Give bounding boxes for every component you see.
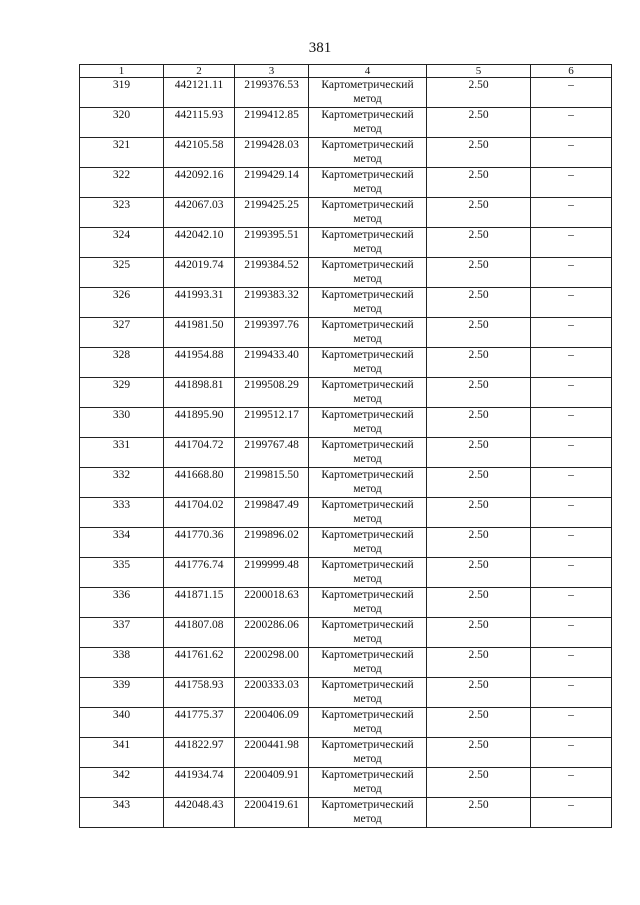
accuracy-cell: 2.50	[427, 648, 531, 678]
y-coordinate-cell: 2199397.76	[235, 318, 309, 348]
accuracy-cell: 2.50	[427, 618, 531, 648]
accuracy-cell: 2.50	[427, 258, 531, 288]
description-cell: –	[531, 168, 612, 198]
method-line-2: метод	[353, 693, 382, 705]
table-row	[80, 708, 612, 738]
point-number-cell: 332	[80, 468, 164, 498]
x-coordinate-cell: 441807.08	[164, 618, 235, 648]
table-row	[80, 168, 612, 198]
description-cell: –	[531, 138, 612, 168]
column-header: 4	[309, 65, 427, 78]
method-line-2: метод	[353, 663, 382, 675]
method-cell	[309, 408, 427, 438]
x-coordinate-cell: 441871.15	[164, 588, 235, 618]
y-coordinate-cell: 2200406.09	[235, 708, 309, 738]
y-coordinate-cell: 2200333.03	[235, 678, 309, 708]
point-number-cell: 339	[80, 678, 164, 708]
method-line-1: Картометрический	[321, 649, 414, 661]
method-line-1: Картометрический	[321, 259, 414, 271]
method-cell	[309, 528, 427, 558]
accuracy-cell: 2.50	[427, 558, 531, 588]
method-line-1: Картометрический	[321, 769, 414, 781]
method-line-1: Картометрический	[321, 139, 414, 151]
accuracy-cell: 2.50	[427, 768, 531, 798]
method-line-1: Картометрический	[321, 289, 414, 301]
y-coordinate-cell: 2199433.40	[235, 348, 309, 378]
method-line-2: метод	[353, 573, 382, 585]
point-number-cell: 327	[80, 318, 164, 348]
x-coordinate-cell: 441704.02	[164, 498, 235, 528]
point-number-cell: 331	[80, 438, 164, 468]
method-cell	[309, 648, 427, 678]
x-coordinate-cell: 441758.93	[164, 678, 235, 708]
point-number-cell: 326	[80, 288, 164, 318]
description-cell: –	[531, 378, 612, 408]
point-number-cell: 341	[80, 738, 164, 768]
point-number-cell: 330	[80, 408, 164, 438]
method-cell	[309, 198, 427, 228]
accuracy-cell: 2.50	[427, 78, 531, 108]
method-line-2: метод	[353, 453, 382, 465]
column-header: 1	[80, 65, 164, 78]
table-row	[80, 138, 612, 168]
method-line-2: метод	[353, 753, 382, 765]
table-row	[80, 558, 612, 588]
point-number-cell: 321	[80, 138, 164, 168]
method-line-1: Картометрический	[321, 229, 414, 241]
method-cell	[309, 798, 427, 828]
x-coordinate-cell: 442121.11	[164, 78, 235, 108]
method-cell	[309, 228, 427, 258]
table-row	[80, 678, 612, 708]
description-cell: –	[531, 108, 612, 138]
method-cell	[309, 678, 427, 708]
header-row	[80, 65, 612, 78]
point-number-cell: 335	[80, 558, 164, 588]
method-line-2: метод	[353, 93, 382, 105]
page-number: 381	[308, 40, 332, 56]
accuracy-cell: 2.50	[427, 408, 531, 438]
accuracy-cell: 2.50	[427, 108, 531, 138]
y-coordinate-cell: 2199508.29	[235, 378, 309, 408]
y-coordinate-cell: 2200298.00	[235, 648, 309, 678]
table-row	[80, 378, 612, 408]
point-number-cell: 329	[80, 378, 164, 408]
method-line-2: метод	[353, 273, 382, 285]
y-coordinate-cell: 2199383.32	[235, 288, 309, 318]
description-cell: –	[531, 618, 612, 648]
accuracy-cell: 2.50	[427, 168, 531, 198]
x-coordinate-cell: 441898.81	[164, 378, 235, 408]
method-line-1: Картометрический	[321, 349, 414, 361]
column-header: 5	[427, 65, 531, 78]
method-line-2: метод	[353, 363, 382, 375]
description-cell: –	[531, 558, 612, 588]
description-cell: –	[531, 78, 612, 108]
method-line-2: метод	[353, 183, 382, 195]
method-line-1: Картометрический	[321, 559, 414, 571]
point-number-cell: 323	[80, 198, 164, 228]
point-number-cell: 336	[80, 588, 164, 618]
accuracy-cell: 2.50	[427, 468, 531, 498]
method-line-1: Картометрический	[321, 79, 414, 91]
x-coordinate-cell: 442115.93	[164, 108, 235, 138]
accuracy-cell: 2.50	[427, 198, 531, 228]
point-number-cell: 324	[80, 228, 164, 258]
accuracy-cell: 2.50	[427, 438, 531, 468]
method-line-1: Картометрический	[321, 619, 414, 631]
method-line-1: Картометрический	[321, 409, 414, 421]
point-number-cell: 320	[80, 108, 164, 138]
method-line-1: Картометрический	[321, 169, 414, 181]
description-cell: –	[531, 708, 612, 738]
method-cell	[309, 588, 427, 618]
method-cell	[309, 138, 427, 168]
method-line-1: Картометрический	[321, 529, 414, 541]
y-coordinate-cell: 2199815.50	[235, 468, 309, 498]
table-body	[80, 78, 612, 828]
method-cell	[309, 498, 427, 528]
method-line-2: метод	[353, 513, 382, 525]
y-coordinate-cell: 2199412.85	[235, 108, 309, 138]
method-line-2: метод	[353, 723, 382, 735]
method-line-2: метод	[353, 633, 382, 645]
method-line-2: метод	[353, 783, 382, 795]
y-coordinate-cell: 2200419.61	[235, 798, 309, 828]
accuracy-cell: 2.50	[427, 528, 531, 558]
x-coordinate-cell: 442092.16	[164, 168, 235, 198]
y-coordinate-cell: 2199999.48	[235, 558, 309, 588]
table-row	[80, 228, 612, 258]
description-cell: –	[531, 768, 612, 798]
table-row	[80, 108, 612, 138]
x-coordinate-cell: 441761.62	[164, 648, 235, 678]
description-cell: –	[531, 498, 612, 528]
description-cell: –	[531, 648, 612, 678]
point-number-cell: 322	[80, 168, 164, 198]
x-coordinate-cell: 442067.03	[164, 198, 235, 228]
method-cell	[309, 558, 427, 588]
method-cell	[309, 348, 427, 378]
accuracy-cell: 2.50	[427, 588, 531, 618]
description-cell: –	[531, 738, 612, 768]
description-cell: –	[531, 468, 612, 498]
x-coordinate-cell: 441704.72	[164, 438, 235, 468]
accuracy-cell: 2.50	[427, 798, 531, 828]
column-header: 3	[235, 65, 309, 78]
x-coordinate-cell: 441934.74	[164, 768, 235, 798]
method-line-1: Картометрический	[321, 709, 414, 721]
description-cell: –	[531, 288, 612, 318]
table-row	[80, 768, 612, 798]
y-coordinate-cell: 2200286.06	[235, 618, 309, 648]
method-line-1: Картометрический	[321, 469, 414, 481]
method-cell	[309, 108, 427, 138]
table-row	[80, 438, 612, 468]
method-line-2: метод	[353, 543, 382, 555]
table-row	[80, 618, 612, 648]
point-number-cell: 342	[80, 768, 164, 798]
method-cell	[309, 258, 427, 288]
accuracy-cell: 2.50	[427, 708, 531, 738]
method-cell	[309, 438, 427, 468]
accuracy-cell: 2.50	[427, 288, 531, 318]
method-line-2: метод	[353, 153, 382, 165]
method-cell	[309, 768, 427, 798]
table-row	[80, 198, 612, 228]
point-number-cell: 328	[80, 348, 164, 378]
method-cell	[309, 378, 427, 408]
x-coordinate-cell: 441981.50	[164, 318, 235, 348]
method-line-1: Картометрический	[321, 319, 414, 331]
x-coordinate-cell: 441993.31	[164, 288, 235, 318]
description-cell: –	[531, 198, 612, 228]
method-line-2: метод	[353, 813, 382, 825]
table-row	[80, 318, 612, 348]
y-coordinate-cell: 2200409.91	[235, 768, 309, 798]
accuracy-cell: 2.50	[427, 348, 531, 378]
point-number-cell: 343	[80, 798, 164, 828]
y-coordinate-cell: 2199767.48	[235, 438, 309, 468]
method-cell	[309, 168, 427, 198]
x-coordinate-cell: 442048.43	[164, 798, 235, 828]
y-coordinate-cell: 2199512.17	[235, 408, 309, 438]
y-coordinate-cell: 2199428.03	[235, 138, 309, 168]
description-cell: –	[531, 588, 612, 618]
y-coordinate-cell: 2199847.49	[235, 498, 309, 528]
method-cell	[309, 738, 427, 768]
coordinates-table	[79, 64, 612, 828]
y-coordinate-cell: 2199896.02	[235, 528, 309, 558]
table-row	[80, 528, 612, 558]
x-coordinate-cell: 441776.74	[164, 558, 235, 588]
table-row	[80, 348, 612, 378]
accuracy-cell: 2.50	[427, 138, 531, 168]
accuracy-cell: 2.50	[427, 678, 531, 708]
x-coordinate-cell: 442042.10	[164, 228, 235, 258]
method-cell	[309, 78, 427, 108]
column-header: 2	[164, 65, 235, 78]
method-cell	[309, 318, 427, 348]
y-coordinate-cell: 2200441.98	[235, 738, 309, 768]
method-cell	[309, 468, 427, 498]
description-cell: –	[531, 528, 612, 558]
description-cell: –	[531, 798, 612, 828]
method-line-1: Картометрический	[321, 799, 414, 811]
description-cell: –	[531, 438, 612, 468]
x-coordinate-cell: 441668.80	[164, 468, 235, 498]
method-line-1: Картометрический	[321, 679, 414, 691]
y-coordinate-cell: 2199384.52	[235, 258, 309, 288]
table-row	[80, 408, 612, 438]
method-line-2: метод	[353, 333, 382, 345]
method-line-1: Картометрический	[321, 109, 414, 121]
point-number-cell: 319	[80, 78, 164, 108]
method-line-2: метод	[353, 303, 382, 315]
description-cell: –	[531, 228, 612, 258]
method-cell	[309, 618, 427, 648]
accuracy-cell: 2.50	[427, 228, 531, 258]
x-coordinate-cell: 442019.74	[164, 258, 235, 288]
accuracy-cell: 2.50	[427, 498, 531, 528]
y-coordinate-cell: 2199429.14	[235, 168, 309, 198]
method-cell	[309, 288, 427, 318]
method-cell	[309, 708, 427, 738]
x-coordinate-cell: 441775.37	[164, 708, 235, 738]
method-line-1: Картометрический	[321, 589, 414, 601]
table-row	[80, 798, 612, 828]
table-row	[80, 258, 612, 288]
table-row	[80, 78, 612, 108]
method-line-2: метод	[353, 243, 382, 255]
table-row	[80, 468, 612, 498]
table-row	[80, 288, 612, 318]
table-row	[80, 588, 612, 618]
y-coordinate-cell: 2199395.51	[235, 228, 309, 258]
accuracy-cell: 2.50	[427, 378, 531, 408]
method-line-2: метод	[353, 423, 382, 435]
accuracy-cell: 2.50	[427, 318, 531, 348]
method-line-2: метод	[353, 123, 382, 135]
y-coordinate-cell: 2199376.53	[235, 78, 309, 108]
description-cell: –	[531, 678, 612, 708]
method-line-2: метод	[353, 213, 382, 225]
x-coordinate-cell: 441895.90	[164, 408, 235, 438]
point-number-cell: 325	[80, 258, 164, 288]
y-coordinate-cell: 2199425.25	[235, 198, 309, 228]
method-line-2: метод	[353, 603, 382, 615]
point-number-cell: 334	[80, 528, 164, 558]
method-line-1: Картометрический	[321, 379, 414, 391]
table-row	[80, 738, 612, 768]
column-header: 6	[531, 65, 612, 78]
method-line-2: метод	[353, 393, 382, 405]
x-coordinate-cell: 442105.58	[164, 138, 235, 168]
description-cell: –	[531, 318, 612, 348]
x-coordinate-cell: 441954.88	[164, 348, 235, 378]
description-cell: –	[531, 348, 612, 378]
method-line-1: Картометрический	[321, 739, 414, 751]
description-cell: –	[531, 258, 612, 288]
table-row	[80, 648, 612, 678]
method-line-1: Картометрический	[321, 439, 414, 451]
point-number-cell: 337	[80, 618, 164, 648]
x-coordinate-cell: 441770.36	[164, 528, 235, 558]
y-coordinate-cell: 2200018.63	[235, 588, 309, 618]
point-number-cell: 333	[80, 498, 164, 528]
method-line-2: метод	[353, 483, 382, 495]
point-number-cell: 340	[80, 708, 164, 738]
accuracy-cell: 2.50	[427, 738, 531, 768]
table-row	[80, 498, 612, 528]
method-line-1: Картометрический	[321, 499, 414, 511]
method-line-1: Картометрический	[321, 199, 414, 211]
point-number-cell: 338	[80, 648, 164, 678]
x-coordinate-cell: 441822.97	[164, 738, 235, 768]
description-cell: –	[531, 408, 612, 438]
